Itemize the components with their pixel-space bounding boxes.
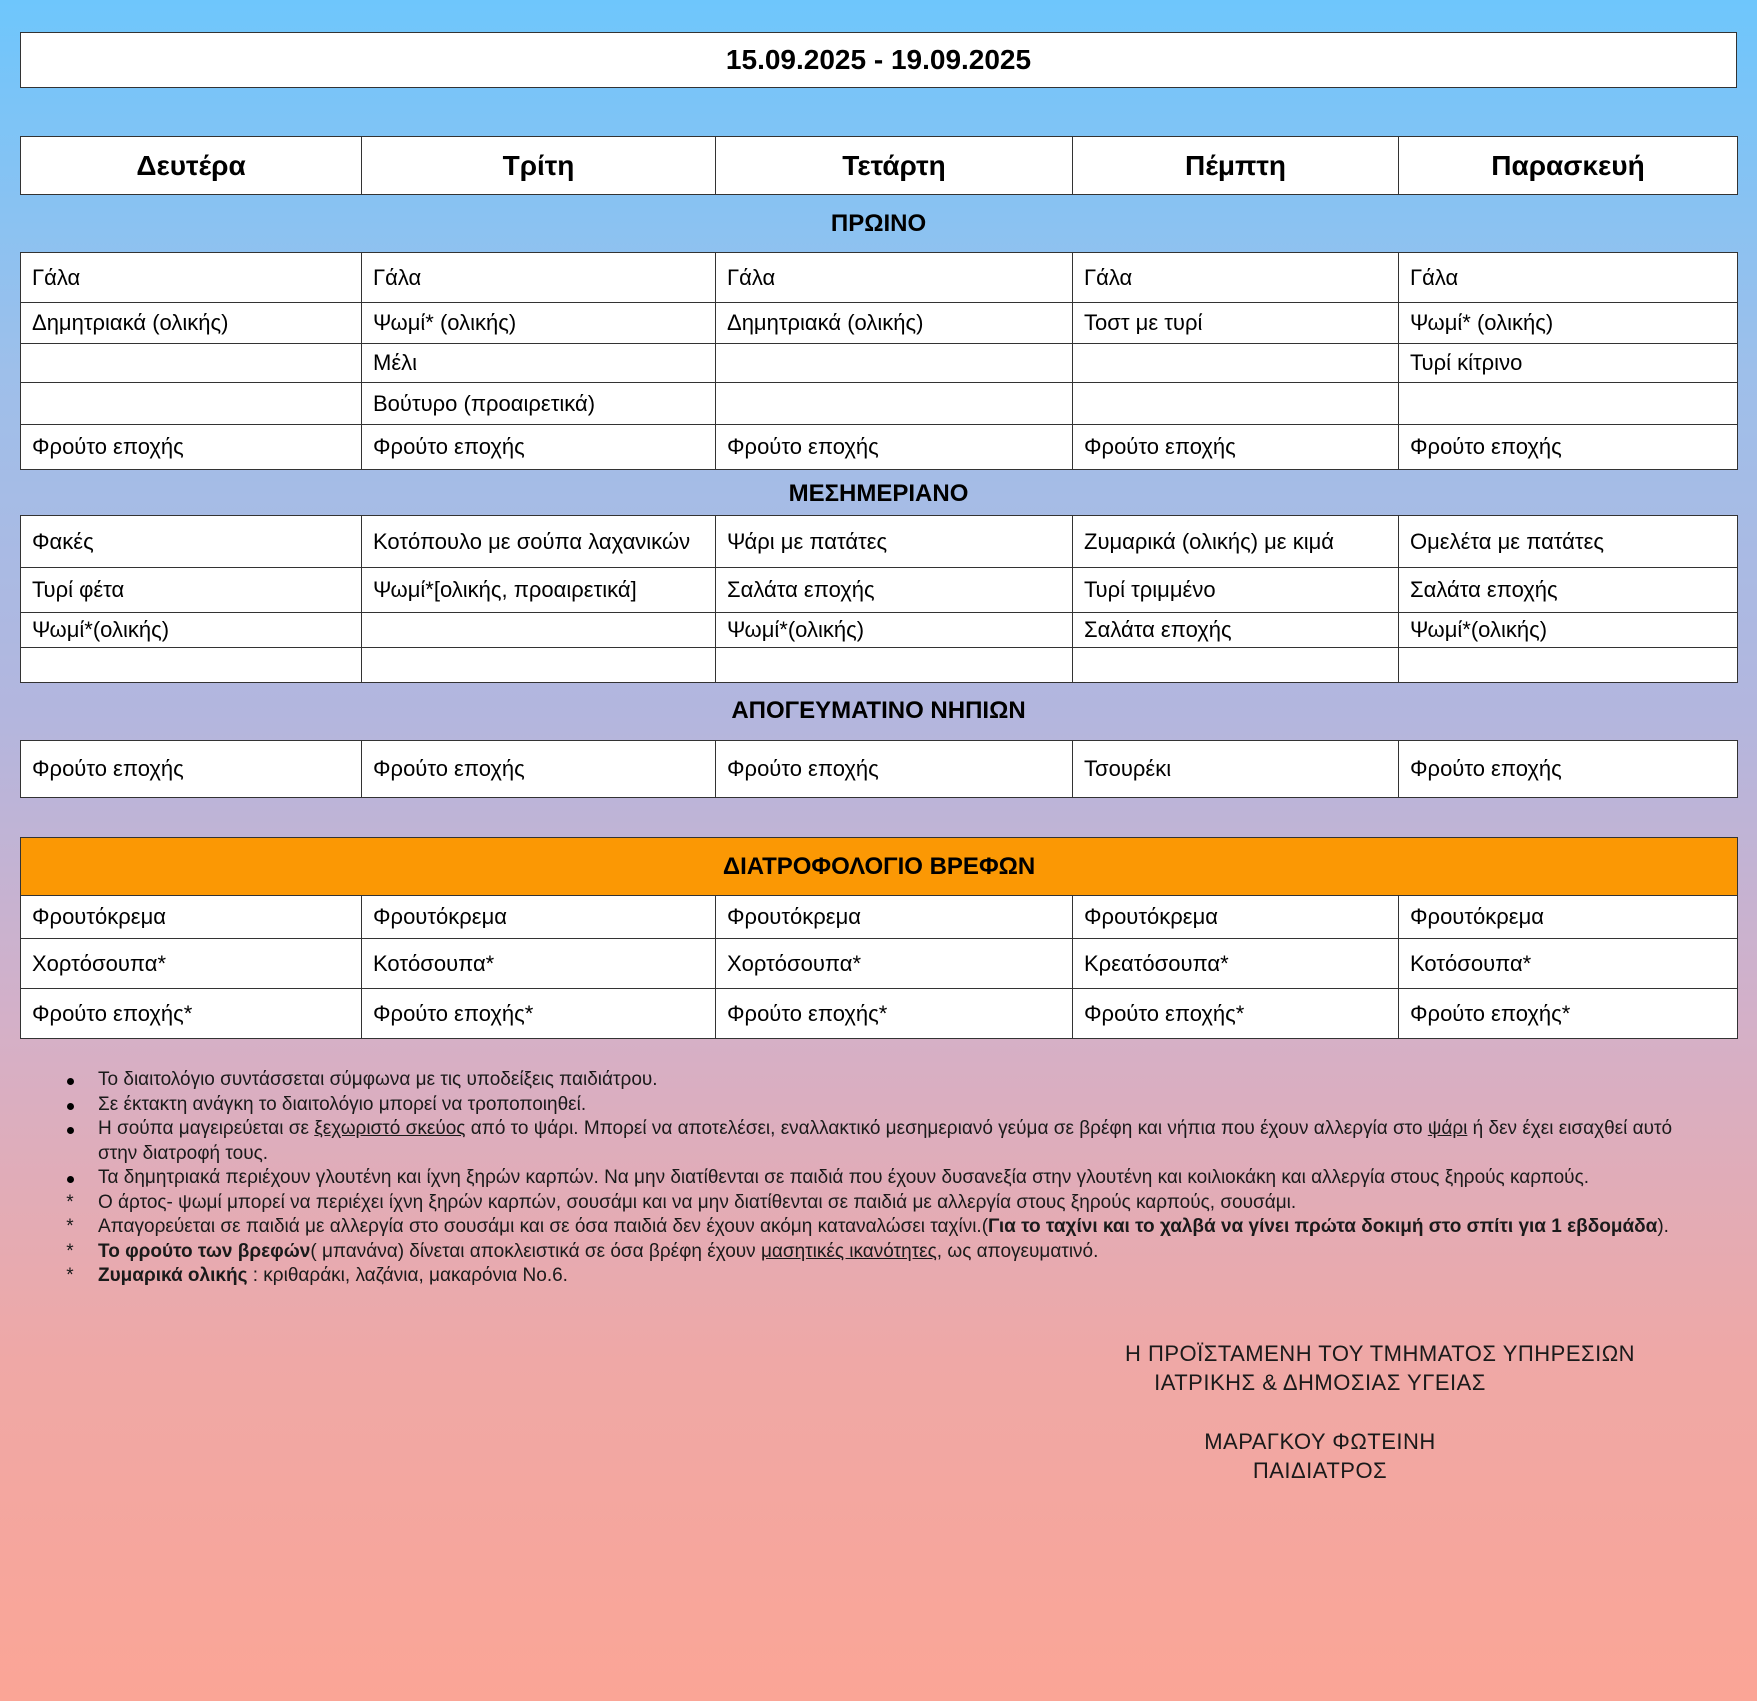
menu-cell [1399,383,1738,425]
menu-cell: Γάλα [716,253,1073,303]
lunch-table [20,515,1738,683]
day-thursday: Πέμπτη [1073,137,1399,195]
signature-name: ΜΑΡΑΓΚΟΥ ΦΩΤΕΙΝΗ [1204,1429,1436,1454]
menu-cell: Ψωμί*(ολικής) [716,613,1073,648]
menu-cell: Φρούτο εποχής [362,741,716,798]
menu-cell: Φρούτο εποχής [716,741,1073,798]
asterisk-icon: * [66,1216,74,1237]
menu-cell [1073,344,1399,383]
note-item: * Ζυμαρικά ολικής : κριθαράκι, λαζάνια, μακαρόνια Νο.6. [60,1264,1710,1289]
note-item: * Ο άρτος- ψωμί μπορεί να περιέχει ίχνη ξηρών καρπών, σουσάμι και να μην διατίθενται σε παιδιά με αλλεργία στους ξηρούς καρπούς, σουσάμι. [60,1191,1710,1216]
menu-cell: Σαλάτα εποχής [1073,613,1399,648]
menu-cell: Γάλα [1073,253,1399,303]
menu-cell: Ψάρι με πατάτες [716,516,1073,568]
menu-cell [21,648,362,683]
menu-cell [362,613,716,648]
menu-cell: Σαλάτα εποχής [716,568,1073,613]
infants-title: ΔΙΑΤΡΟΦΟΛΟΓΙΟ ΒΡΕΦΩΝ [21,838,1738,896]
menu-cell: Τσουρέκι [1073,741,1399,798]
menu-cell: Φρουτόκρεμα [362,896,716,939]
signature-line1: Η ΠΡΟΪΣΤΑΜΕΝΗ ΤΟΥ ΤΜΗΜΑΤΟΣ ΥΠΗΡΕΣΙΩΝ [1124,1341,1636,1366]
day-wednesday: Τετάρτη [716,137,1073,195]
menu-cell: Ψωμί* (ολικής) [362,303,716,344]
menu-cell [716,648,1073,683]
notes-list [60,1068,1710,1289]
bullet-icon [67,1176,74,1183]
days-header-table [20,136,1738,195]
afternoon-table [20,740,1738,798]
bullet-icon [67,1103,74,1110]
day-friday: Παρασκευή [1399,137,1738,195]
note-item: Σε έκτακτη ανάγκη το διαιτολόγιο μπορεί να τροποποιηθεί. [60,1093,1710,1118]
menu-cell: Φρούτο εποχής* [716,989,1073,1039]
breakfast-title: ΠΡΩΙΝΟ [830,210,927,237]
note-item: * Το φρούτο των βρεφών( μπανάνα) δίνεται αποκλειστικά σε όσα βρέφη έχουν μασητικές ικανότητες, ως απογευματινό. [60,1240,1710,1265]
menu-cell: Χορτόσουπα* [716,939,1073,989]
menu-cell: Βούτυρο (προαιρετικά) [362,383,716,425]
menu-cell: Φρούτο εποχής [1399,741,1738,798]
menu-cell: Φρούτο εποχής [716,425,1073,470]
note-item: Η σούπα μαγειρεύεται σε ξεχωριστό σκεύος από το ψάρι. Μπορεί να αποτελέσει, εναλλακτικό μεσημεριανό γεύμα σε βρέφη και νήπια που έχουν αλλεργία στο ψάρι ή δεν έχει εισαχθεί αυτό στην διατροφή τους. [60,1117,1710,1166]
bullet-icon [67,1127,74,1134]
menu-cell: Φρούτο εποχής [362,425,716,470]
menu-cell: Σαλάτα εποχής [1399,568,1738,613]
menu-cell: Φρούτο εποχής [21,425,362,470]
menu-cell: Δημητριακά (ολικής) [21,303,362,344]
day-monday: Δευτέρα [21,137,362,195]
menu-cell: Φρουτόκρεμα [1073,896,1399,939]
menu-row [21,253,1738,303]
menu-cell: Φρουτόκρεμα [1399,896,1738,939]
menu-cell: Γάλα [362,253,716,303]
lunch-title: ΜΕΣΗΜΕΡΙΑΝΟ [788,480,969,507]
menu-cell: Ψωμί*(ολικής) [21,613,362,648]
signature-title: ΠΑΙΔΙΑΤΡΟΣ [1252,1458,1388,1483]
menu-row [21,303,1738,344]
day-tuesday: Τρίτη [362,137,716,195]
asterisk-icon: * [66,1191,74,1213]
menu-row [21,613,1738,648]
menu-cell: Γάλα [1399,253,1738,303]
menu-row [21,516,1738,568]
menu-cell: Τοστ με τυρί [1073,303,1399,344]
menu-cell [716,344,1073,383]
menu-cell: Ζυμαρικά (ολικής) με κιμά [1073,516,1399,568]
menu-cell [1073,383,1399,425]
menu-cell: Ψωμί* (ολικής) [1399,303,1738,344]
menu-row [21,741,1738,798]
menu-cell: Φρούτο εποχής* [362,989,716,1039]
menu-cell: Μέλι [362,344,716,383]
bullet-icon [67,1078,74,1085]
menu-row [21,648,1738,683]
menu-cell: Φρούτο εποχής* [21,989,362,1039]
menu-cell: Τυρί κίτρινο [1399,344,1738,383]
menu-cell: Τυρί τριμμένο [1073,568,1399,613]
date-range: 15.09.2025 - 19.09.2025 [20,32,1737,88]
menu-row [21,344,1738,383]
menu-cell [716,383,1073,425]
menu-row [21,989,1738,1039]
menu-cell: Κοτόσουπα* [362,939,716,989]
menu-cell: Φρουτόκρεμα [716,896,1073,939]
menu-cell: Ψωμί*[ολικής, προαιρετικά] [362,568,716,613]
menu-cell [21,383,362,425]
menu-cell: Κοτόσουπα* [1399,939,1738,989]
menu-cell: Φακές [21,516,362,568]
menu-cell: Τυρί φέτα [21,568,362,613]
menu-cell: Γάλα [21,253,362,303]
menu-cell: Δημητριακά (ολικής) [716,303,1073,344]
menu-cell: Φρούτο εποχής* [1073,989,1399,1039]
asterisk-icon: * [66,1240,74,1262]
menu-row [21,939,1738,989]
menu-cell: Φρουτόκρεμα [21,896,362,939]
menu-cell [362,648,716,683]
menu-row [21,896,1738,939]
breakfast-table [20,252,1738,470]
asterisk-icon: * [66,1265,74,1286]
note-item: Τα δημητριακά περιέχουν γλουτένη και ίχνη ξηρών καρπών. Να μην διατίθενται σε παιδιά που έχουν δυσανεξία στην γλουτένη και κοιλιοκάκη και αλλεργία στους ξηρούς καρπούς. [60,1166,1710,1191]
menu-cell: Ομελέτα με πατάτες [1399,516,1738,568]
menu-row [21,568,1738,613]
menu-cell [21,344,362,383]
menu-row [21,425,1738,470]
menu-cell: Κρεατόσουπα* [1073,939,1399,989]
note-item: * Απαγορεύεται σε παιδιά με αλλεργία στο σουσάμι και σε όσα παιδιά δεν έχουν ακόμη καταναλώσει ταχίνι.(Για το ταχίνι και το χαλβά να γίνει πρώτα δοκιμή στο σπίτι για 1 εβδομάδα). [60,1215,1710,1240]
menu-cell: Χορτόσουπα* [21,939,362,989]
menu-cell: Φρούτο εποχής [21,741,362,798]
menu-cell: Ψωμί*(ολικής) [1399,613,1738,648]
signature-line2: ΙΑΤΡΙΚΗΣ & ΔΗΜΟΣΙΑΣ ΥΓΕΙΑΣ [1154,1370,1486,1395]
menu-cell: Κοτόπουλο με σούπα λαχανικών [362,516,716,568]
menu-cell [1399,648,1738,683]
menu-cell: Φρούτο εποχής [1399,425,1738,470]
menu-cell: Φρούτο εποχής* [1399,989,1738,1039]
afternoon-title: ΑΠΟΓΕΥΜΑΤΙΝΟ ΝΗΠΙΩΝ [731,697,1026,724]
menu-cell [1073,648,1399,683]
infants-table [20,837,1738,1039]
menu-row [21,383,1738,425]
menu-cell: Φρούτο εποχής [1073,425,1399,470]
note-item: Το διαιτολόγιο συντάσσεται σύμφωνα με τις υποδείξεις παιδιάτρου. [60,1068,1710,1093]
